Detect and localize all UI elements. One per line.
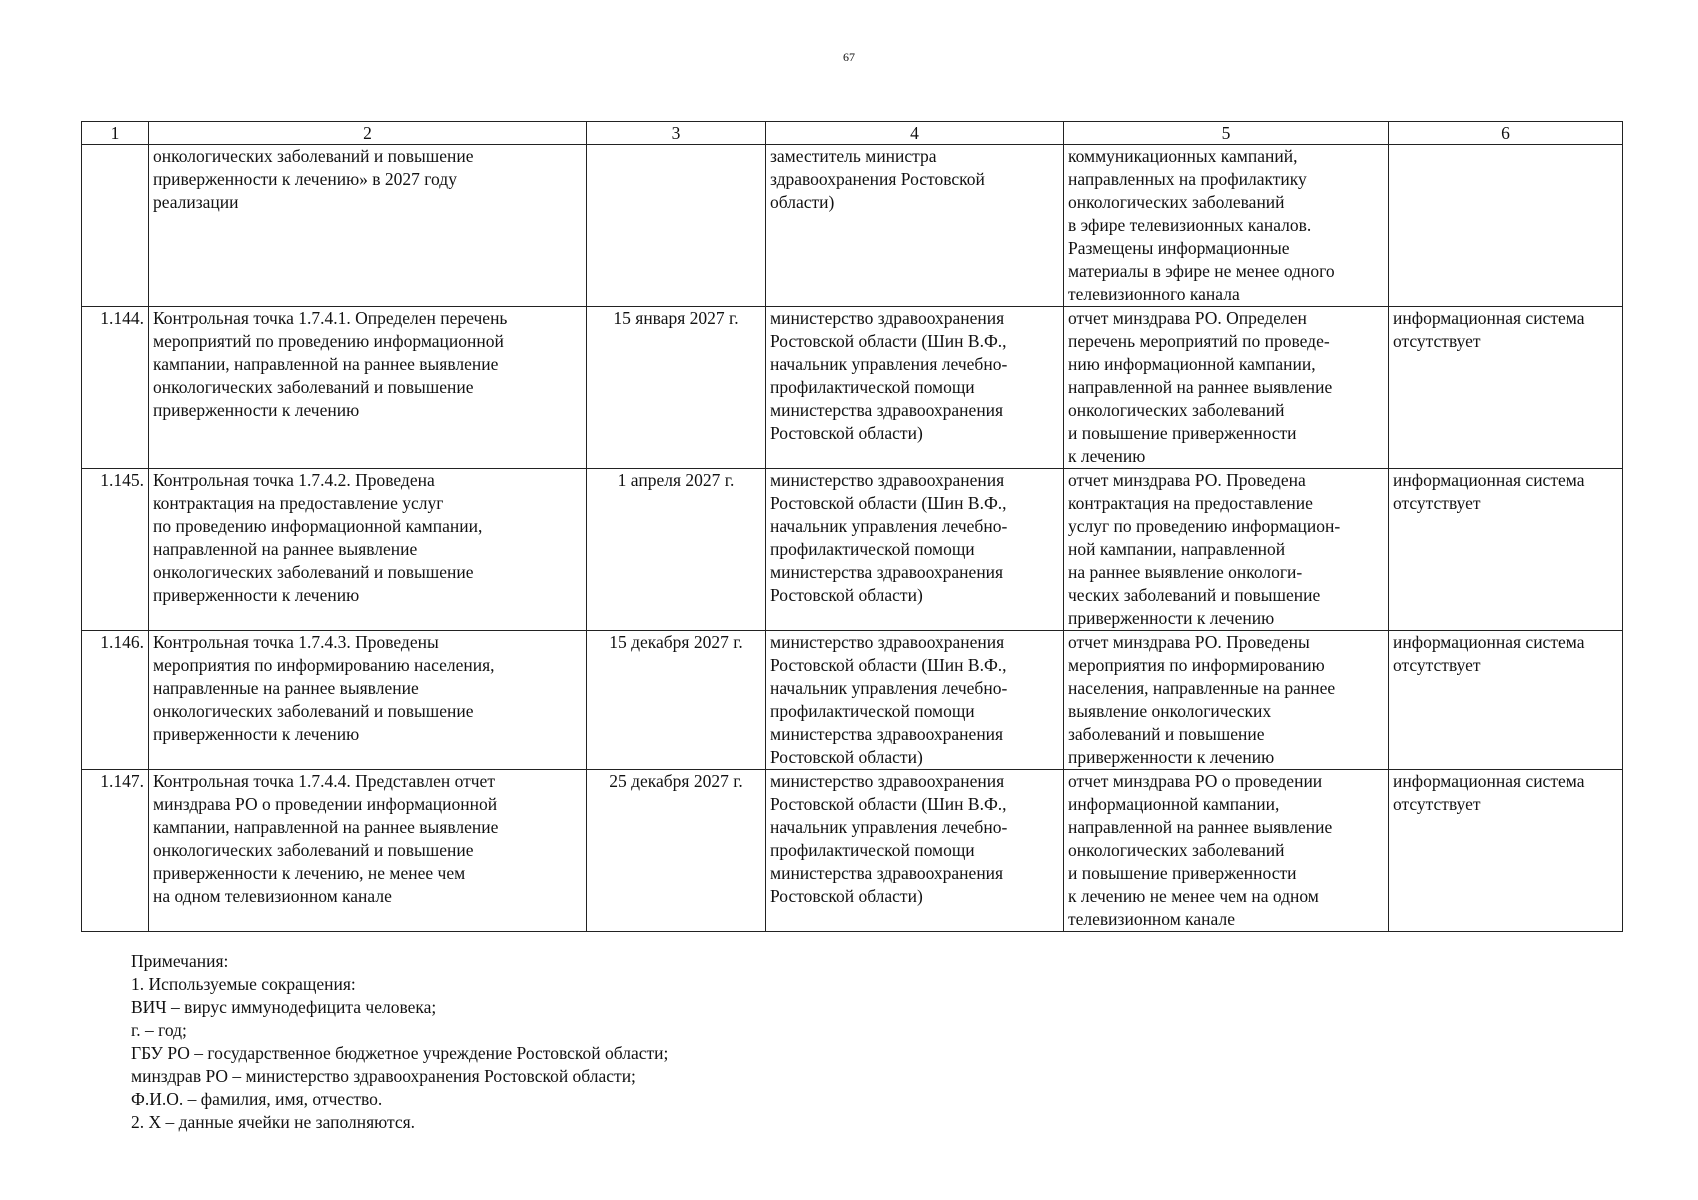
column-header: 3 xyxy=(587,122,766,145)
responsible-cell: министерство здравоохранения Ростовской области (Шин В.Ф., начальник управления лечебно- профилактической помощи министерства здравоохранения Ростовской области) xyxy=(766,307,1064,469)
page-number: 67 xyxy=(843,50,855,64)
note-line: 1. Используемые сокращения: xyxy=(131,974,356,994)
responsible-cell: министерство здравоохранения Ростовской области (Шин В.Ф., начальник управления лечебно- профилактической помощи министерства здравоохранения Ростовской области) xyxy=(766,469,1064,631)
notes-block xyxy=(131,950,668,1134)
date-cell: 15 января 2027 г. xyxy=(587,307,766,469)
column-header: 2 xyxy=(149,122,587,145)
row-number-cell: 1.144. xyxy=(82,307,149,469)
column-header: 4 xyxy=(766,122,1064,145)
row-number-cell: 1.146. xyxy=(82,631,149,770)
event-name-cell: Контрольная точка 1.7.4.1. Определен перечень мероприятий по проведению информационной кампании, направленной на раннее выявление онкологических заболеваний и повышение приверженности к лечению xyxy=(149,307,587,469)
row-number-cell xyxy=(82,145,149,307)
result-cell: отчет минздрава РО. Определен перечень мероприятий по проведе- нию информационной кампании, направленной на раннее выявление онкологических заболеваний и повышение приверженности к лечению xyxy=(1064,307,1389,469)
system-cell: информационная система отсутствует xyxy=(1389,631,1623,770)
system-cell xyxy=(1389,145,1623,307)
note-line: минздрав РО – министерство здравоохранения Ростовской области; xyxy=(131,1066,636,1086)
column-header: 6 xyxy=(1389,122,1623,145)
date-cell xyxy=(587,145,766,307)
event-name-cell: Контрольная точка 1.7.4.4. Представлен отчет минздрава РО о проведении информационной кампании, направленной на раннее выявление онкологических заболеваний и повышение приверженности к лечению, не менее чем на одном телевизионном канале xyxy=(149,770,587,932)
responsible-cell: министерство здравоохранения Ростовской области (Шин В.Ф., начальник управления лечебно- профилактической помощи министерства здравоохранения Ростовской области) xyxy=(766,631,1064,770)
date-cell: 15 декабря 2027 г. xyxy=(587,631,766,770)
result-cell: отчет минздрава РО. Проведены мероприятия по информированию населения, направленные на раннее выявление онкологических заболеваний и повышение приверженности к лечению xyxy=(1064,631,1389,770)
system-cell: информационная система отсутствует xyxy=(1389,307,1623,469)
result-cell: отчет минздрава РО. Проведена контрактация на предоставление услуг по проведению информацион- ной кампании, направленной на раннее выявление онкологи- ческих заболеваний и повышение приверженности к лечению xyxy=(1064,469,1389,631)
control-points-table xyxy=(81,121,1623,932)
row-number-cell: 1.145. xyxy=(82,469,149,631)
note-line: 2. Х – данные ячейки не заполняются. xyxy=(131,1112,416,1132)
system-cell: информационная система отсутствует xyxy=(1389,770,1623,932)
note-line: ГБУ РО – государственное бюджетное учреждение Ростовской области; xyxy=(131,1043,669,1063)
event-name-cell: онкологических заболеваний и повышение приверженности к лечению» в 2027 году реализации xyxy=(149,145,587,307)
note-line: г. – год; xyxy=(131,1020,187,1040)
system-cell: информационная система отсутствует xyxy=(1389,469,1623,631)
table-row xyxy=(82,145,1623,307)
responsible-cell: заместитель министра здравоохранения Ростовской области) xyxy=(766,145,1064,307)
note-line: Ф.И.О. – фамилия, имя, отчество. xyxy=(131,1089,383,1109)
note-line: ВИЧ – вирус иммунодефицита человека; xyxy=(131,997,437,1017)
result-cell: коммуникационных кампаний, направленных на профилактику онкологических заболеваний в эфире телевизионных каналов. Размещены информационные материалы в эфире не менее одного телевизионного канала xyxy=(1064,145,1389,307)
result-cell: отчет минздрава РО о проведении информационной кампании, направленной на раннее выявление онкологических заболеваний и повышение приверженности к лечению не менее чем на одном телевизионном канале xyxy=(1064,770,1389,932)
table-row xyxy=(82,307,1623,469)
table-row xyxy=(82,770,1623,932)
table-row xyxy=(82,469,1623,631)
notes-title: Примечания: xyxy=(131,951,229,971)
date-cell: 1 апреля 2027 г. xyxy=(587,469,766,631)
event-name-cell: Контрольная точка 1.7.4.2. Проведена контрактация на предоставление услуг по проведению информационной кампании, направленной на раннее выявление онкологических заболеваний и повышение приверженности к лечению xyxy=(149,469,587,631)
table-header-row xyxy=(82,122,1623,145)
table-row xyxy=(82,631,1623,770)
responsible-cell: министерство здравоохранения Ростовской области (Шин В.Ф., начальник управления лечебно- профилактической помощи министерства здравоохранения Ростовской области) xyxy=(766,770,1064,932)
column-header: 1 xyxy=(82,122,149,145)
column-header: 5 xyxy=(1064,122,1389,145)
date-cell: 25 декабря 2027 г. xyxy=(587,770,766,932)
event-name-cell: Контрольная точка 1.7.4.3. Проведены мероприятия по информированию населения, направленные на раннее выявление онкологических заболеваний и повышение приверженности к лечению xyxy=(149,631,587,770)
row-number-cell: 1.147. xyxy=(82,770,149,932)
